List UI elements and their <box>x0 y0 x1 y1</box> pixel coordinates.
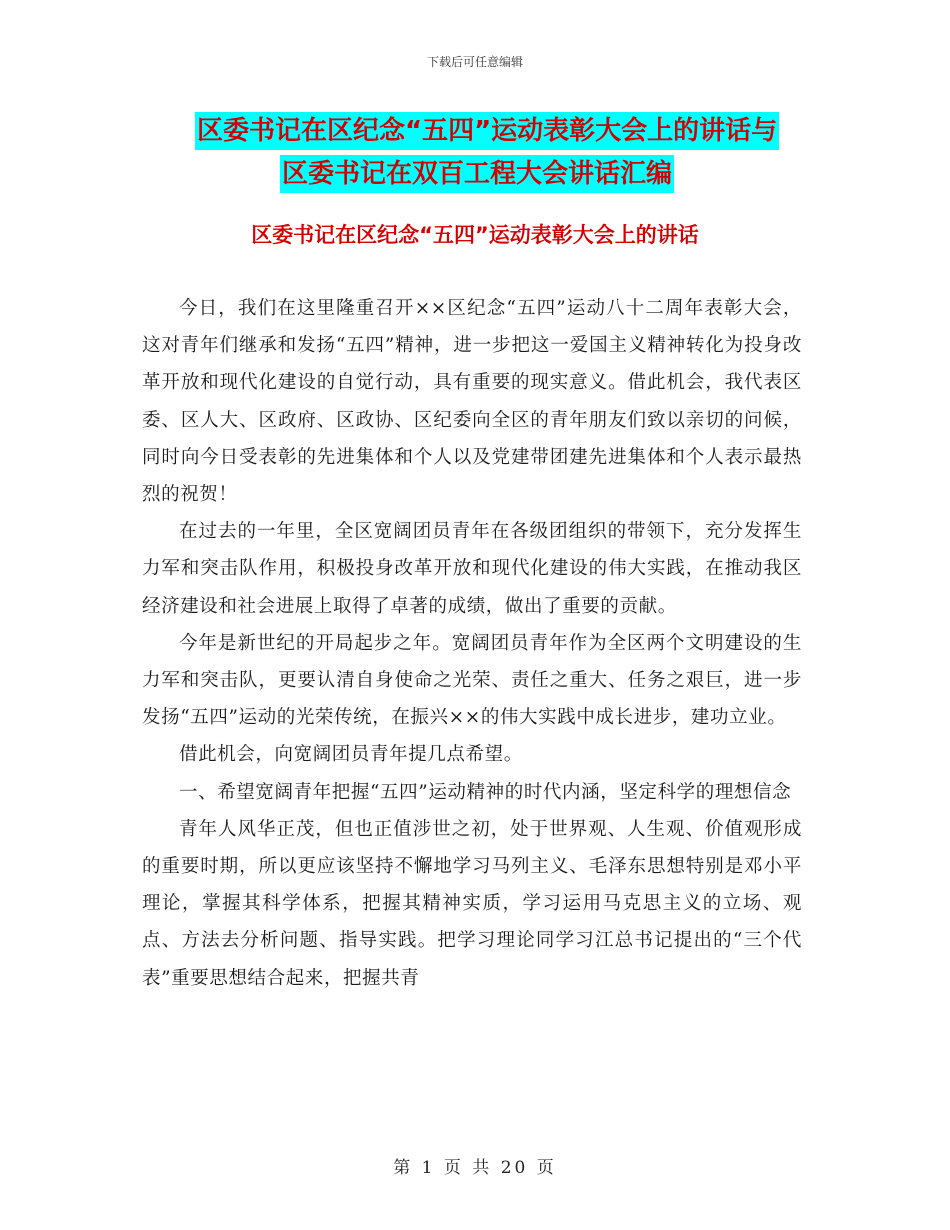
section-title: 区委书记在区纪念“五四”运动表彰大会上的讲话 <box>251 223 699 247</box>
document-body <box>142 290 802 997</box>
paragraph-3: 今年是新世纪的开局起步之年。宽阔团员青年作为全区两个文明建设的生力军和突击队，更要认清自身使命之光荣、责任之重大、任务之艰巨，进一步发扬“五四”运动的光荣传统，在振兴××的伟大实践中成长进步，建功立业。 <box>142 632 802 729</box>
paragraph-2: 在过去的一年里，全区宽阔团员青年在各级团组织的带领下，充分发挥生力军和突击队作用，积极投身改革开放和现代化建设的伟大实践，在推动我区经济建设和社会进展上取得了卓著的成绩，做出了重要的贡献。 <box>142 521 802 617</box>
main-title-line-1: 区委书记在区纪念“五四”运动表彰大会上的讲话与 <box>195 112 779 150</box>
paragraph-5: 一、希望宽阔青年把握“五四”运动精神的时代内涵，坚定科学的理想信念 <box>179 781 792 803</box>
header-note: 下载后可任意编辑 <box>426 55 523 69</box>
page-footer: 第 1 页 共 20 页 <box>393 1158 557 1178</box>
title-line-1-wrap <box>195 112 779 150</box>
title-line-2-wrap <box>280 155 674 193</box>
main-title-line-2: 区委书记在双百工程大会讲话汇编 <box>280 155 674 193</box>
paragraph-4: 借此机会，向宽阔团员青年提几点希望。 <box>179 744 523 766</box>
paragraph-6: 青年人风华正茂，但也正值涉世之初，处于世界观、人生观、价值观形成的重要时期，所以更应该坚持不懈地学习马列主义、毛泽东思想特别是邓小平理论，掌握其科学体系，把握其精神实质，学习运用马克思主义的立场、观点、方法去分析问题、指导实践。把学习理论同学习江总书记提出的“三个代表”重要思想结合起来，把握共青 <box>142 818 802 989</box>
paragraph-1: 今日，我们在这里隆重召开××区纪念“五四”运动八十二周年表彰大会，这对青年们继承和发扬“五四”精神，进一步把这一爱国主义精神转化为投身改革开放和现代化建设的自觉行动，具有重要的现实意义。借此机会，我代表区委、区人大、区政府、区政协、区纪委向全区的青年朋友们致以亲切的问候，同时向今日受表彰的先进集体和个人以及党建带团建先进集体和个人表示最热烈的祝贺！ <box>142 298 802 506</box>
